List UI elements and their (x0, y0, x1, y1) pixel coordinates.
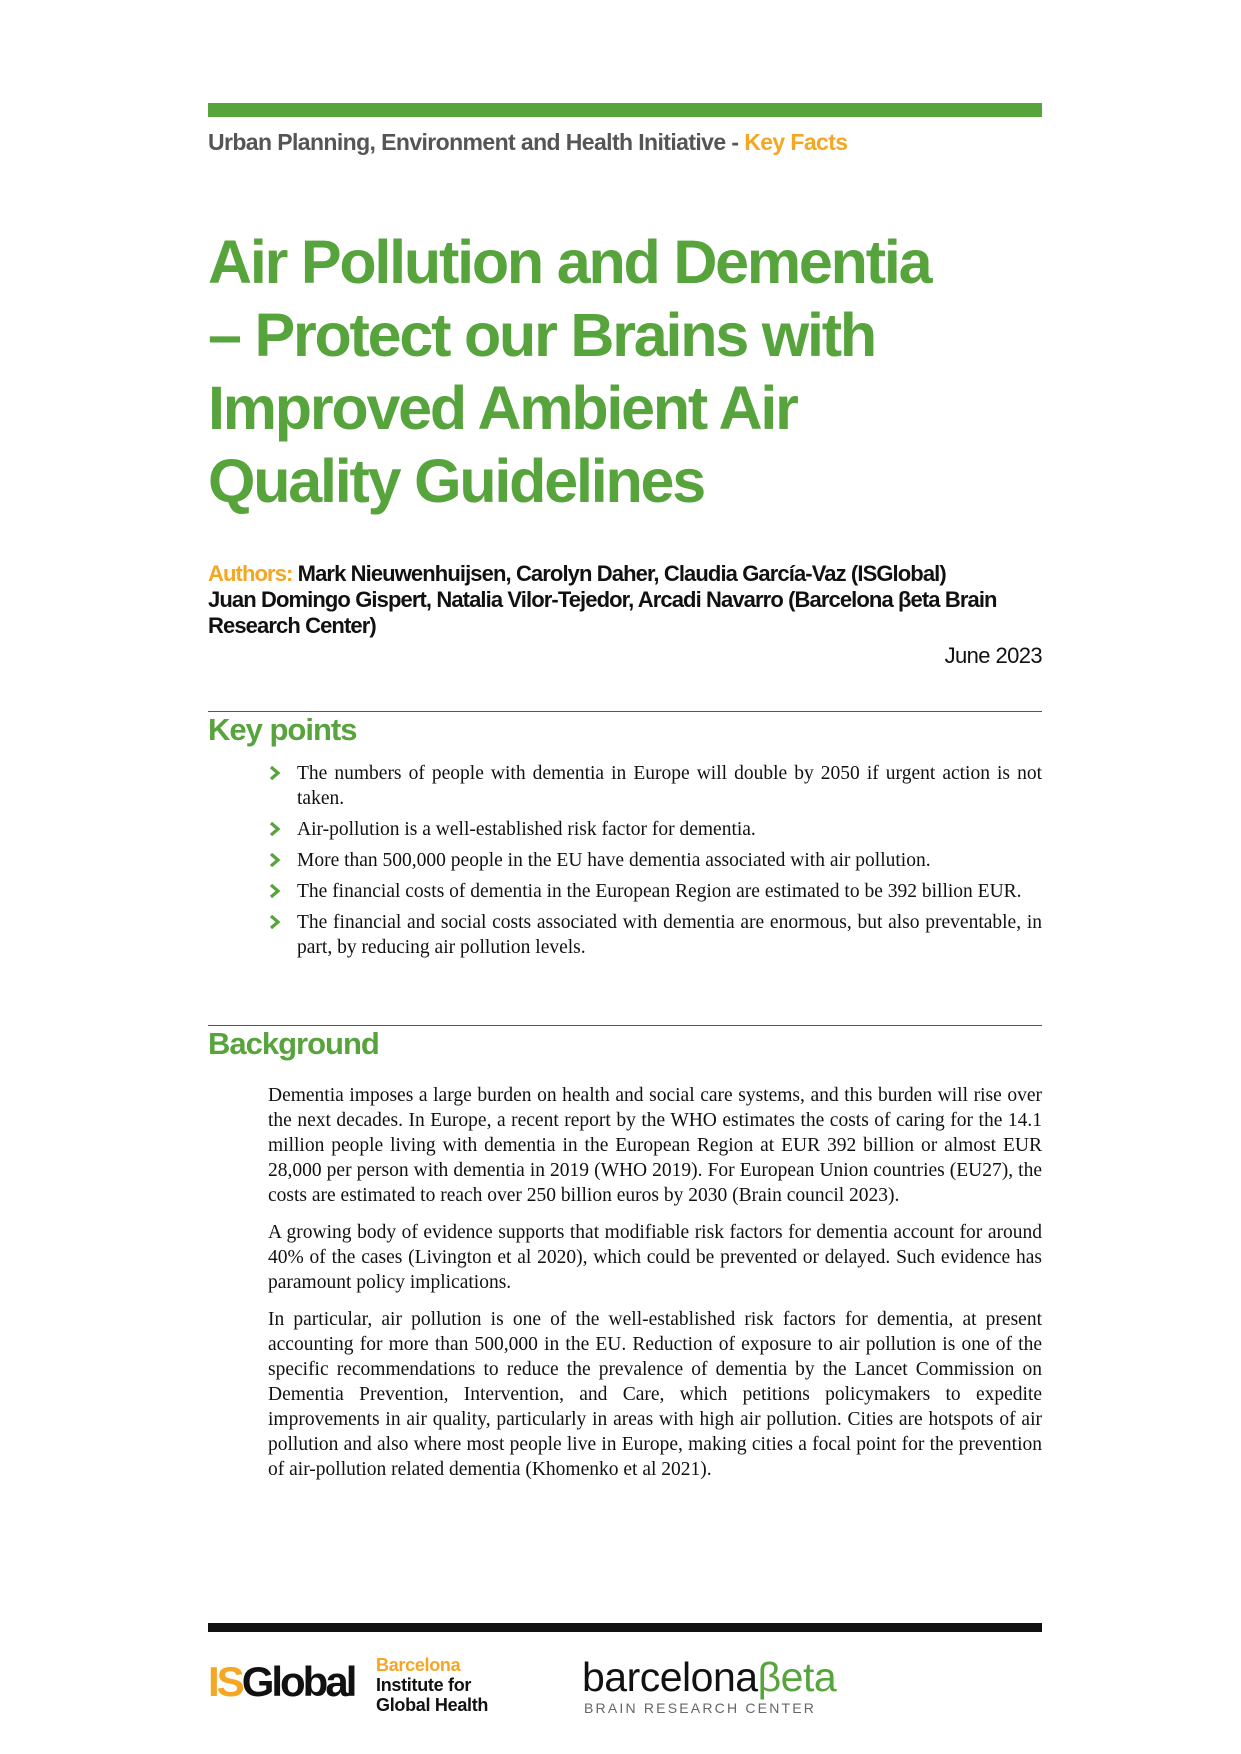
series-header (208, 129, 848, 156)
key-point-text: The numbers of people with dementia in Europe will double by 2050 if urgent action is not taken. (297, 763, 1042, 809)
key-point-text: The financial and social costs associated with dementia are enormous, but also preventable, in part, by reducing air pollution levels. (297, 912, 1042, 958)
chevron-right-icon (268, 851, 282, 869)
key-points-list (268, 761, 1042, 966)
key-points-heading: Key points (208, 712, 357, 747)
background-body (268, 1083, 1042, 1494)
authors-line: Juan Domingo Gispert, Natalia Vilor-Tejedor, Arcadi Navarro (Barcelona βeta Brain (208, 587, 997, 612)
publication-date: June 2023 (944, 643, 1042, 668)
authors-block (208, 561, 1048, 639)
series-title: Urban Planning, Environment and Health Initiative - (208, 129, 739, 155)
barcelonabeta-subtitle: BRAIN RESEARCH CENTER (584, 1700, 817, 1716)
background-paragraph: Dementia imposes a large burden on health and social care systems, and this burden will rise over the next decades. In Europe, a recent report by the WHO estimates the costs of caring for the 14.1 million people living with dementia in the European Region at EUR 392 billion or almost EUR 28,000 per person with dementia in 2019 (WHO 2019). For European Union countries (EU27), the costs are estimated to reach over 250 billion euros by 2030 (Brain council 2023). (268, 1085, 1042, 1206)
chevron-right-icon (268, 882, 282, 900)
chevron-right-icon (268, 913, 282, 931)
title-line: Quality Guidelines (208, 447, 704, 515)
isglobal-tagline: Barcelona Institute for Global Health (376, 1655, 489, 1715)
list-item (268, 910, 1042, 960)
title-line: Improved Ambient Air (208, 374, 797, 442)
list-item (268, 817, 1042, 842)
key-point-text: More than 500,000 people in the EU have dementia associated with air pollution. (297, 850, 931, 871)
authors-label: Authors: (208, 561, 293, 586)
authors-line: Mark Nieuwenhuijsen, Carolyn Daher, Claudia García-Vaz (ISGlobal) (297, 561, 946, 586)
key-point-text: The financial costs of dementia in the European Region are estimated to be 392 billion EUR. (297, 881, 1022, 902)
authors-line: Research Center) (208, 613, 376, 638)
list-item (268, 761, 1042, 811)
barcelonabeta-logo (582, 1654, 836, 1716)
chevron-right-icon (268, 764, 282, 782)
list-item (268, 879, 1042, 904)
isglobal-wordmark: ISGlobal (208, 1658, 355, 1705)
title-line: Air Pollution and Dementia (208, 228, 931, 296)
footer-black-bar (208, 1623, 1042, 1632)
title-line: – Protect our Brains with (208, 301, 875, 369)
barcelonabeta-wordmark: barcelonaβeta (582, 1654, 837, 1700)
document-title (208, 226, 1028, 518)
series-tag: Key Facts (744, 129, 848, 155)
background-heading: Background (208, 1026, 379, 1061)
list-item (268, 848, 1042, 873)
background-paragraph: A growing body of evidence supports that modifiable risk factors for dementia account for around 40% of the cases (Livington et al 2020), which could be prevented or delayed. Such evidence has paramount policy implications. (268, 1222, 1042, 1293)
chevron-right-icon (268, 820, 282, 838)
header-green-bar (208, 103, 1042, 117)
key-point-text: Air-pollution is a well-established risk factor for dementia. (297, 819, 756, 840)
background-paragraph: In particular, air pollution is one of the well-established risk factors for dementia, at present accounting for more than 500,000 in the EU. Reduction of exposure to air pollution is one of the specific recommendations to reduce the prevalence of dementia by the Lancet Commission on Dementia Prevention, Intervention, and Care, which petitions policymakers to expedite improvements in air quality, particularly in areas with high air pollution. Cities are hotspots of air pollution and also where most people live in Europe, making cities a focal point for the prevention of air-pollution related dementia (Khomenko et al 2021). (268, 1309, 1042, 1480)
